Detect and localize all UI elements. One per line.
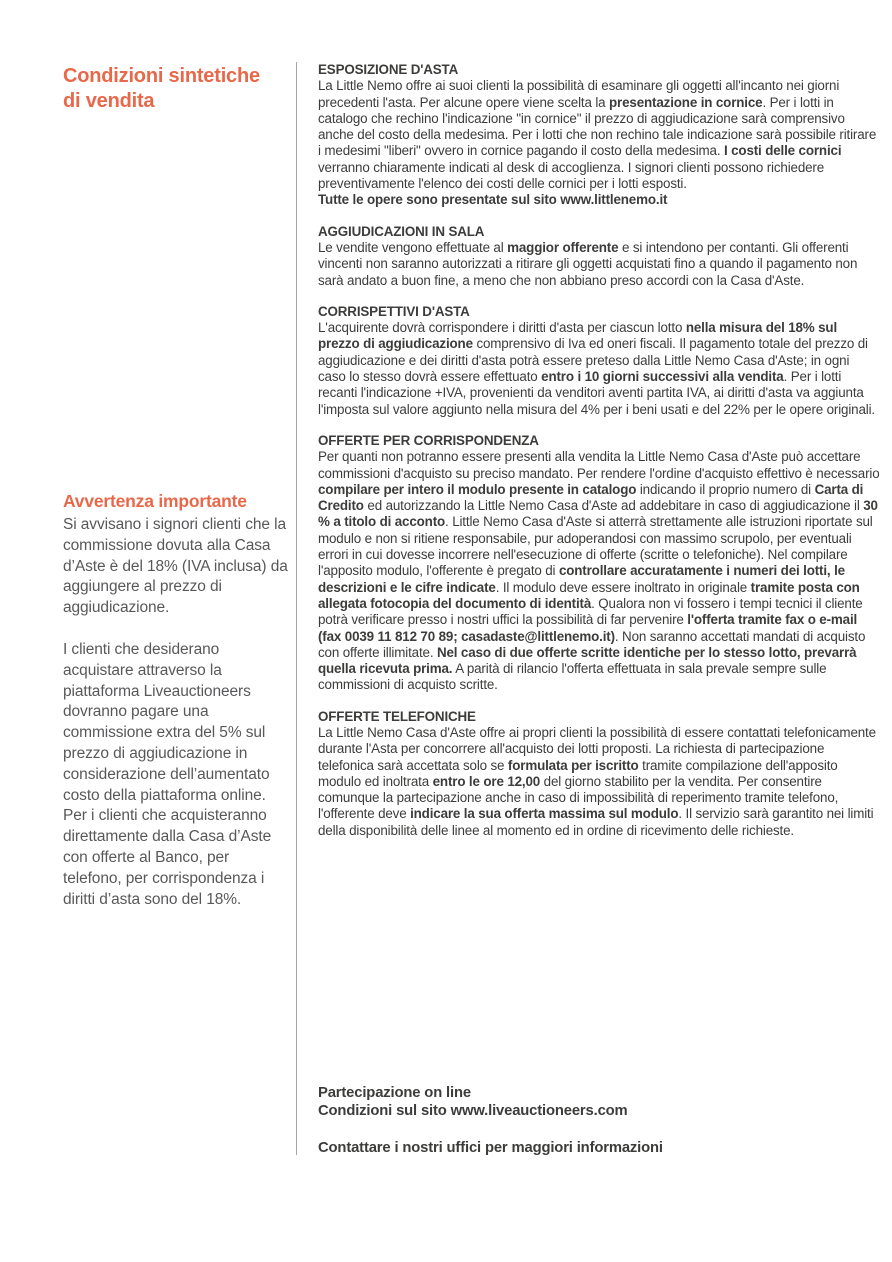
section-body: La Little Nemo Casa d'Aste offre ai propri clienti la possibilità di essere contattati telefonicamente durante l'Asta per concorrere all'acquisto dei lotti proposti. La richiesta di partecipazione telefonica sarà accettata solo se formulata per iscritto tramite compilazione dell'apposito modulo ed inoltrata entro le ore 12,00 del giorno stabilito per la vendita. Per consentire comunque la partecipazione anche in caso di impossibilità di reperimento tramite telefono, l'offerente deve indicare la sua offerta massima sul modulo. Il servizio sarà garantito nei limiti della disponibilità delle linee al momento ed in ordine di ricevimento delle richieste. <box>318 724 876 838</box>
participation-site-line: Condizioni sul sito www.liveauctioneers.com <box>318 1103 628 1119</box>
section-body: La Little Nemo offre ai suoi clienti la possibilità di esaminare gli oggetti all'incanto nei giorni precedenti l'asta. Per alcune opere viene scelta la presentazione in cornice. Per i lotti in catalogo che rechino l'indicazione "in cornice" il prezzo di aggiudicazione sarà comprensivo anche del costo della medesima. Per i lotti che non rechino tale indicazione sarà possibile ritirare i medesimi "liberi" ovvero in cornice pagando il costo della medesima. I costi delle cornici verranno chiaramente indicati al desk di accoglienza. I signori clienti possono richiedere preventivamente l'elenco dei costi delle cornici per i lotti esposti. Tutte le opere sono presentate sul sito www.littlenemo.it <box>318 78 877 208</box>
notice-paragraph-commission: Si avvisano i signori clienti che la commissione dovuta alla Casa d’Aste è del 18% (IVA inclusa) da aggiungere al prezzo di aggiudicazione. <box>63 516 288 617</box>
contact-offices-line: Contattare i nostri uffici per maggiori informazioni <box>318 1140 663 1156</box>
section-corrispettivi-asta <box>318 304 880 418</box>
participation-line: Partecipazione on line <box>318 1085 471 1101</box>
section-heading: OFFERTE TELEFONICHE <box>318 708 476 724</box>
section-heading: CORRISPETTIVI D'ASTA <box>318 303 470 319</box>
right-column <box>318 62 880 854</box>
section-offerte-telefoniche <box>318 709 880 839</box>
left-column <box>63 64 289 908</box>
page-title-line1: Condizioni sintetiche <box>63 65 260 87</box>
section-heading: OFFERTE PER CORRISPONDENZA <box>318 432 539 448</box>
important-notice <box>63 490 289 910</box>
column-divider <box>296 62 297 1155</box>
section-heading: ESPOSIZIONE D'ASTA <box>318 62 459 77</box>
notice-paragraph-direct-purchase: Per i clienti che acquisteranno direttamente dalla Casa d’Aste con offerte al Banco, per telefono, per corrispondenza i diritti d’asta sono del 18%. <box>63 807 272 908</box>
notice-title: Avvertenza importante <box>63 491 247 511</box>
notice-paragraph-liveauctioneers: I clienti che desiderano acquistare attraverso la piattaforma Liveauctioneers dovranno pagare una commissione extra del 5% sul prezzo di aggiudicazione in considerazione dell’aumentato costo della piattaforma online. <box>63 640 270 804</box>
section-body: L'acquirente dovrà corrispondere i diritti d'asta per ciascun lotto nella misura del 18% sul prezzo di aggiudicazione comprensivo di Iva ed oneri fiscali. Il pagamento totale del prezzo di aggiudicazione e dei diritti d'asta potrà essere preteso dalla Little Nemo Casa d'Aste; in ogni caso lo stesso dovrà essere effettuato entro i 10 giorni successivi alla vendita. Per i lotti recanti l'indicazione +IVA, provenienti da venditori aventi partita IVA, ai diritti d'asta va aggiunta l'imposta sul valore aggiunto nella misura del 4% per i beni usati e del 22% per le opere originali. <box>318 320 875 417</box>
section-offerte-per-corrispondenza <box>318 433 880 694</box>
section-body: Le vendite vengono effettuate al maggior offerente e si intendono per contanti. Gli offerenti vincenti non saranno autorizzati a ritirare gli oggetti acquistati fino a quando il pagamento non sarà andato a buon fine, a meno che non abbiano preso accordi con la Casa d'Aste. <box>318 239 858 288</box>
page-title <box>63 64 289 114</box>
page-title-line2: di vendita <box>63 90 155 112</box>
section-heading: AGGIUDICAZIONI IN SALA <box>318 223 485 239</box>
section-body: Per quanti non potranno essere presenti alla vendita la Little Nemo Casa d'Aste può accettare commissioni d'acquisto su preciso mandato. Per rendere l'ordine d'acquisto effettivo è necessario compilare per intero il modulo presente in catalogo indicando il proprio numero di Carta di Credito ed autorizzando la Little Nemo Casa d'Aste ad addebitare in caso di aggiudicazione il 30 % a titolo di acconto. Little Nemo Casa d'Aste si atterrà strettamente alle istruzioni riportate sul modulo e non si ritiene responsabile, pur adoperandosi con massimo scrupolo, per eventuali errori in cui dovesse incorrere nell'esecuzione di offerte (scritte o telefoniche). Nel compilare l'apposito modulo, l'offerente è pregato di controllare accuratamente i numeri dei lotti, le descrizioni e le cifre indicate. Il modulo deve essere inoltrato in originale tramite posta con allegata fotocopia del documento di identità. Qualora non vi fossero i tempi tecnici il cliente potrà verificare presso i nostri uffici la possibilità di far pervenire l'offerta tramite fax o e-mail (fax 0039 11 812 70 89; casadaste@littlenemo.it). Non saranno accettati mandati di acquisto con offerte illimitate. Nel caso di due offerte scritte identiche per lo stesso lotto, prevarrà quella ricevuta prima. A parità di rilancio l'offerta effettuata in sala prevale sempre sulle commissioni di acquisto scritte. <box>318 449 880 693</box>
online-participation-footer <box>318 1084 880 1157</box>
section-esposizione-asta <box>318 62 880 209</box>
section-aggiudicazioni-in-sala <box>318 224 880 289</box>
